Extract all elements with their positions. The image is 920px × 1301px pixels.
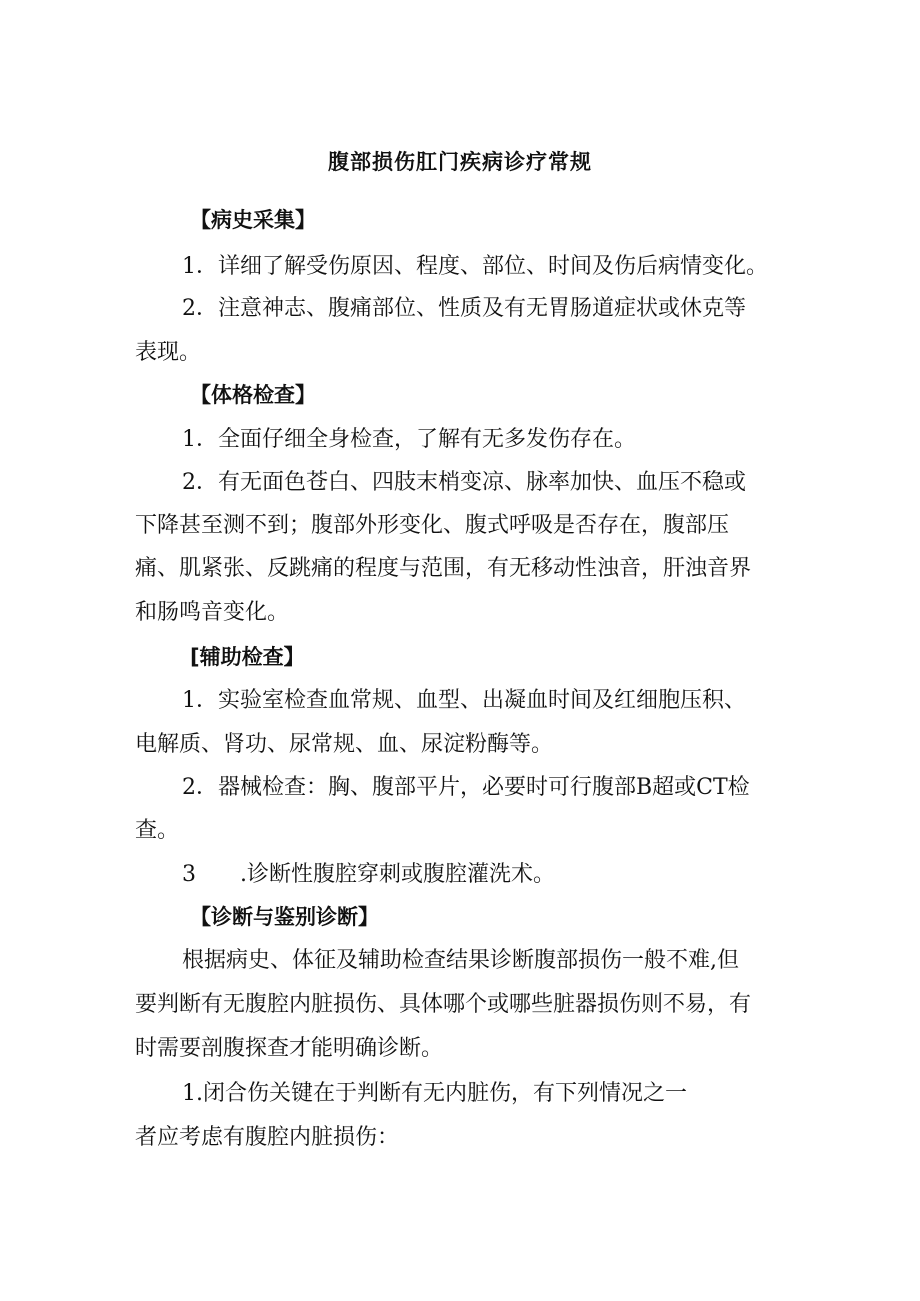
paragraph-line: 2．注意神志、腹痛部位、性质及有无胃肠道症状或休克等 xyxy=(182,296,746,321)
section-heading-auxiliary: [辅助检查】 xyxy=(190,645,305,669)
paragraph-line: 和肠鸣音变化。 xyxy=(135,600,290,625)
paragraph-line: 电解质、肾功、尿常规、血、尿淀粉酶等。 xyxy=(135,732,554,757)
paragraph-line: 根据病史、体征及辅助检查结果诊断腹部损伤一般不难,但 xyxy=(182,948,739,973)
paragraph-line: 时需要剖腹探查才能明确诊断。 xyxy=(135,1036,444,1061)
section-heading-physical: 【体格检查】 xyxy=(190,383,316,407)
section-heading-history: 【病史采集】 xyxy=(190,208,316,232)
paragraph-line: 查。 xyxy=(135,818,180,843)
paragraph-line: 3 .诊断性腹腔穿刺或腹腔灌洗术。 xyxy=(182,862,555,887)
section-heading-diagnosis: 【诊断与鉴别诊断】 xyxy=(190,905,379,929)
paragraph-line: 表现。 xyxy=(135,340,202,365)
paragraph-line: 痛、肌紧张、反跳痛的程度与范围，有无移动性浊音，肝浊音界 xyxy=(135,556,752,581)
paragraph-line: 要判断有无腹腔内脏损伤、具体哪个或哪些脏器损伤则不易，有 xyxy=(135,992,752,1017)
paragraph-line: 1.闭合伤关键在于判断有无内脏伤，有下列情况之一 xyxy=(182,1081,687,1106)
paragraph-line: 1．全面仔细全身检查，了解有无多发伤存在。 xyxy=(182,427,636,452)
paragraph-line: 下降甚至测不到；腹部外形变化、腹式呼吸是否存在，腹部压 xyxy=(135,513,730,538)
paragraph-line: 1．详细了解受伤原因、程度、部位、时间及伤后病情变化。 xyxy=(182,254,768,279)
document-title: 腹部损伤肛门疾病诊疗常规 xyxy=(328,150,592,174)
paragraph-line: 者应考虑有腹腔内脏损伤： xyxy=(135,1125,400,1150)
paragraph-line: 2．器械检查：胸、腹部平片，必要时可行腹部B超或CT检 xyxy=(182,775,750,800)
paragraph-line: 2．有无面色苍白、四肢末梢变凉、脉率加快、血压不稳或 xyxy=(182,470,746,495)
paragraph-line: 1．实验室检查血常规、血型、出凝血时间及红细胞压积、 xyxy=(182,688,746,713)
